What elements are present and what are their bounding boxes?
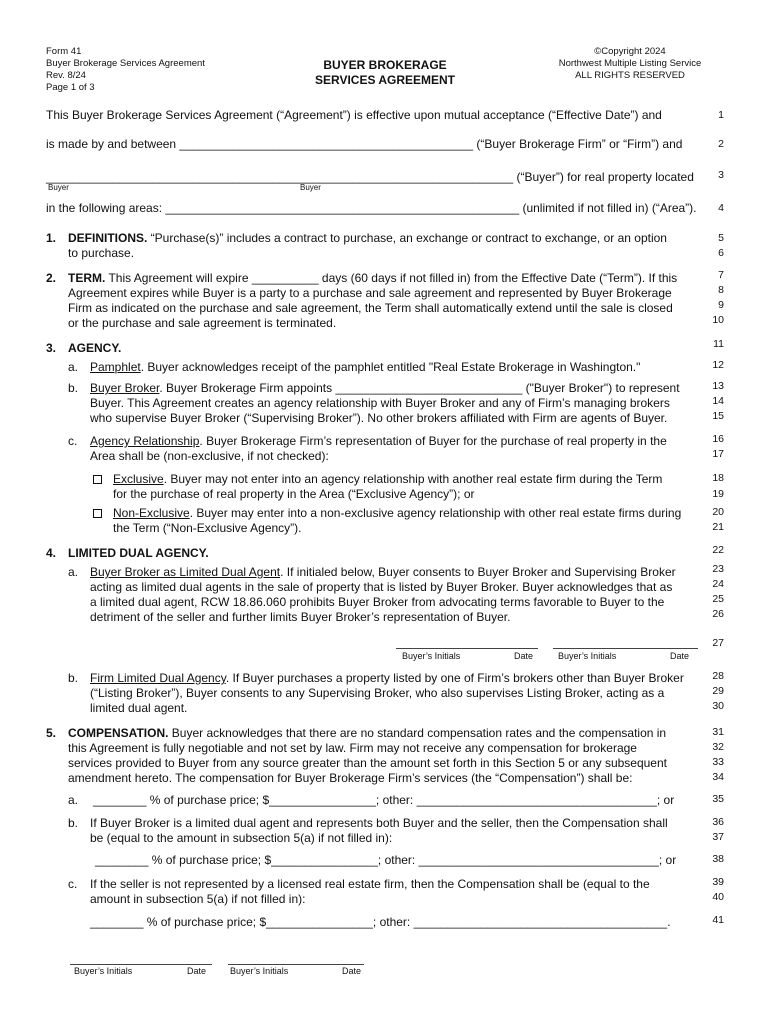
form-info	[46, 46, 205, 94]
line-number: 22	[712, 544, 724, 556]
s3c-line-1: Agency Relationship. Buyer Brokerage Firm’s representation of Buyer for the purchase of real property in the	[90, 434, 667, 448]
s5c-line-3[interactable]: ________ % of purchase price; $________________; other: ______________________________________.	[90, 915, 671, 929]
line-number: 23	[712, 563, 724, 575]
line-number: 9	[718, 299, 724, 311]
form-revision: Rev. 8/24	[46, 70, 86, 81]
s3b-line-3: who supervise Buyer Broker (“Supervising Broker”). No other brokers affiliated with Firm are agents of Buyer.	[90, 411, 668, 425]
exclusive-checkbox[interactable]	[93, 475, 102, 484]
buyers-initials-label-1: Buyer’s Initials	[402, 651, 461, 661]
intro-line-3: ______________________________________________________________________ (“Buyer”) for real property located	[46, 170, 694, 184]
line-number: 41	[712, 914, 724, 926]
intro-line-4: in the following areas: _____________________________________________________ (unlimited if not filled in) (“Area”).	[46, 201, 697, 215]
line-number: 28	[712, 670, 724, 682]
initials-line-2[interactable]	[553, 648, 698, 649]
line-number: 19	[712, 488, 724, 500]
non-exclusive-checkbox[interactable]	[93, 509, 102, 518]
footer-initials-line-1[interactable]	[70, 964, 212, 965]
form-number: Form 41	[46, 46, 82, 57]
s4a-line-1: Buyer Broker as Limited Dual Agent. If initialed below, Buyer consents to Buyer Broker and Supervising Broker	[90, 565, 676, 579]
date-label-2: Date	[670, 651, 690, 661]
line-number: 2	[718, 138, 724, 150]
s4b-line-3: limited dual agent.	[90, 701, 188, 715]
s5b-line-3[interactable]: ________ % of purchase price; $________________; other: ____________________________________; or	[95, 853, 677, 867]
limited-dual-agent-title: Buyer Broker as Limited Dual Agent	[90, 565, 281, 579]
non-exclusive-line-1: Non-Exclusive. Buyer may enter into a non-exclusive agency relationship with other real estate firms during	[113, 506, 682, 520]
line-number: 20	[712, 506, 724, 518]
s4a-line-4: detriment of the seller and further limits Buyer Broker’s representation of Buyer.	[90, 610, 511, 624]
s3b-line-2: Buyer. This Agreement creates an agency relationship with Buyer Broker and any of Firm’s managing brokers	[90, 396, 670, 410]
line-number: 39	[712, 876, 724, 888]
footer-buyers-initials-1: Buyer’s Initials	[74, 966, 133, 976]
s3a-line-1: Pamphlet. Buyer acknowledges receipt of the pamphlet entitled "Real Estate Brokerage in Washington."	[90, 360, 641, 374]
line-number: 40	[712, 891, 724, 903]
section-4-heading: LIMITED DUAL AGENCY.	[68, 546, 209, 560]
line-number: 14	[712, 395, 724, 407]
line-number: 27	[712, 637, 724, 649]
section-1-line-2: to purchase.	[68, 246, 135, 260]
line-number: 32	[712, 741, 724, 753]
line-number: 4	[718, 202, 724, 214]
page-indicator: Page 1 of 3	[46, 82, 95, 93]
s4a-label: a.	[68, 565, 79, 579]
line-number: 29	[712, 685, 724, 697]
line-number: 11	[713, 338, 724, 350]
s4b-label: b.	[68, 671, 79, 685]
section-2-line-1: TERM. This Agreement will expire __________ days (60 days if not filled in) from the Effective Date (“Term”). If this	[68, 271, 678, 285]
s5c-line-2: amount in subsection 5(a) if not filled in):	[90, 892, 306, 906]
line-number: 10	[712, 314, 724, 326]
s5a-line-1[interactable]: ________ % of purchase price; $________________; other: ____________________________________; or	[93, 793, 675, 807]
section-3-number: 3.	[46, 341, 57, 355]
rights: ALL RIGHTS RESERVED	[575, 70, 685, 81]
form-name: Buyer Brokerage Services Agreement	[46, 58, 205, 69]
section-2-line-3: Firm as indicated on the purchase and sale agreement, the Term shall automatically extend until the sale is closed	[68, 301, 673, 315]
section-2-line-2: Agreement expires while Buyer is a party to a purchase and sale agreement and represented by Buyer Brokerage	[68, 286, 672, 300]
line-number: 7	[718, 269, 724, 281]
exclusive-title: Exclusive	[113, 472, 164, 486]
date-label-1: Date	[514, 651, 534, 661]
s5c-label: c.	[68, 877, 78, 891]
s3b-line-1: Buyer Broker. Buyer Brokerage Firm appoints ____________________________ ("Buyer Broker") to represent	[90, 381, 680, 395]
section-4-number: 4.	[46, 546, 57, 560]
line-number: 18	[712, 472, 724, 484]
line-number: 13	[712, 380, 724, 392]
line-number: 36	[712, 816, 724, 828]
s3b-label: b.	[68, 381, 79, 395]
line-number: 24	[712, 578, 724, 590]
line-number: 6	[718, 247, 724, 259]
section-1-number: 1.	[46, 231, 57, 245]
line-number: 26	[712, 608, 724, 620]
s4b-line-2: (“Listing Broker”), Buyer consents to any Supervising Broker, who also supervises Listing Broker, acting as a	[90, 686, 665, 700]
intro-line-2: is made by and between ____________________________________________ (“Buyer Brokerage Firm” or “Firm”) and	[46, 137, 683, 151]
firm-limited-dual-agency-title: Firm Limited Dual Agency	[90, 671, 226, 685]
copyright-block	[545, 46, 715, 82]
section-3-heading: AGENCY.	[68, 341, 122, 355]
agency-relationship-title: Agency Relationship	[90, 434, 200, 448]
pamphlet-title: Pamphlet	[90, 360, 141, 374]
footer-buyers-initials-2: Buyer’s Initials	[230, 966, 289, 976]
buyer-caption-2: Buyer	[300, 183, 321, 192]
line-number: 33	[712, 756, 724, 768]
line-number: 31	[712, 726, 724, 738]
s5b-line-2: be (equal to the amount in subsection 5(a) if not filled in):	[90, 831, 393, 845]
line-number: 5	[718, 232, 724, 244]
footer-initials-line-2[interactable]	[228, 964, 364, 965]
initials-line-1[interactable]	[396, 648, 538, 649]
s5b-line-1: If Buyer Broker is a limited dual agent and represents both Buyer and the seller, then the Compensation shall	[90, 816, 668, 830]
intro-line-1: This Buyer Brokerage Services Agreement (“Agreement”) is effective upon mutual acceptance (“Effective Date”) and	[46, 108, 662, 122]
footer-date-1: Date	[187, 966, 207, 976]
buyers-initials-label-2: Buyer’s Initials	[558, 651, 617, 661]
section-1-line-1: DEFINITIONS. “Purchase(s)” includes a contract to purchase, an exchange or contract to exchange, or an option	[68, 231, 667, 245]
organization: Northwest Multiple Listing Service	[558, 58, 702, 69]
buyer-broker-title: Buyer Broker	[90, 381, 160, 395]
line-number: 34	[712, 771, 724, 783]
s5c-line-1: If the seller is not represented by a licensed real estate firm, then the Compensation shall be (equal to the	[90, 877, 650, 891]
line-number: 37	[712, 831, 724, 843]
section-5-line-3: services provided to Buyer from any source greater than the amount set forth in this Section 5 or any subsequent	[68, 756, 667, 770]
section-5-line-2: this Agreement is fully negotiable and not set by law. Firm may not receive any compensation for brokerage	[68, 741, 637, 755]
line-number: 30	[712, 700, 724, 712]
s4a-line-3: a limited dual agent, RCW 18.86.060 prohibits Buyer Broker from advocating terms favorable to Buyer to the	[90, 595, 665, 609]
footer-date-2: Date	[342, 966, 362, 976]
non-exclusive-line-2: the Term (“Non-Exclusive Agency”).	[113, 521, 302, 535]
document-title: BUYER BROKERAGE SERVICES AGREEMENT	[314, 58, 456, 87]
s3a-label: a.	[68, 360, 79, 374]
s5a-label: a.	[68, 793, 79, 807]
line-number: 17	[712, 448, 724, 460]
section-5-heading: COMPENSATION.	[68, 726, 169, 740]
section-1-heading: DEFINITIONS.	[68, 231, 148, 245]
s4b-line-1: Firm Limited Dual Agency. If Buyer purchases a property listed by one of Firm’s brokers other than Buyer Broker	[90, 671, 684, 685]
s4a-line-2: acting as limited dual agents in the sale of property that is listed by Buyer Broker. Buyer acknowledges that as	[90, 580, 673, 594]
non-exclusive-title: Non-Exclusive	[113, 506, 190, 520]
s5b-label: b.	[68, 816, 79, 830]
s3c-line-2: Area shall be (non-exclusive, if not checked):	[90, 449, 329, 463]
line-number: 15	[712, 410, 724, 422]
line-number: 21	[712, 521, 724, 533]
section-2-line-4: or the purchase and sale agreement is terminated.	[68, 316, 337, 330]
line-number: 38	[712, 853, 724, 865]
line-number: 8	[718, 284, 724, 296]
exclusive-line-2: for the purchase of real property in the Area (“Exclusive Agency”); or	[113, 487, 475, 501]
section-2-number: 2.	[46, 271, 57, 285]
s3c-label: c.	[68, 434, 78, 448]
buyer-caption-1: Buyer	[48, 183, 69, 192]
line-number: 1	[718, 109, 724, 121]
section-5-line-4: amendment hereto. The compensation for Buyer Brokerage Firm’s services (the “Compensation”) shall be:	[68, 771, 633, 785]
section-5-line-1: COMPENSATION. Buyer acknowledges that there are no standard compensation rates and the compensation in	[68, 726, 667, 740]
line-number: 3	[718, 169, 724, 181]
exclusive-line-1: Exclusive. Buyer may not enter into an agency relationship with another real estate firm during the Term	[113, 472, 663, 486]
section-5-number: 5.	[46, 726, 57, 740]
line-number: 35	[712, 793, 724, 805]
line-number: 16	[712, 433, 724, 445]
line-number: 12	[712, 359, 724, 371]
copyright: ©Copyright 2024	[594, 46, 666, 57]
section-2-heading: TERM.	[68, 271, 106, 285]
line-number: 25	[712, 593, 724, 605]
